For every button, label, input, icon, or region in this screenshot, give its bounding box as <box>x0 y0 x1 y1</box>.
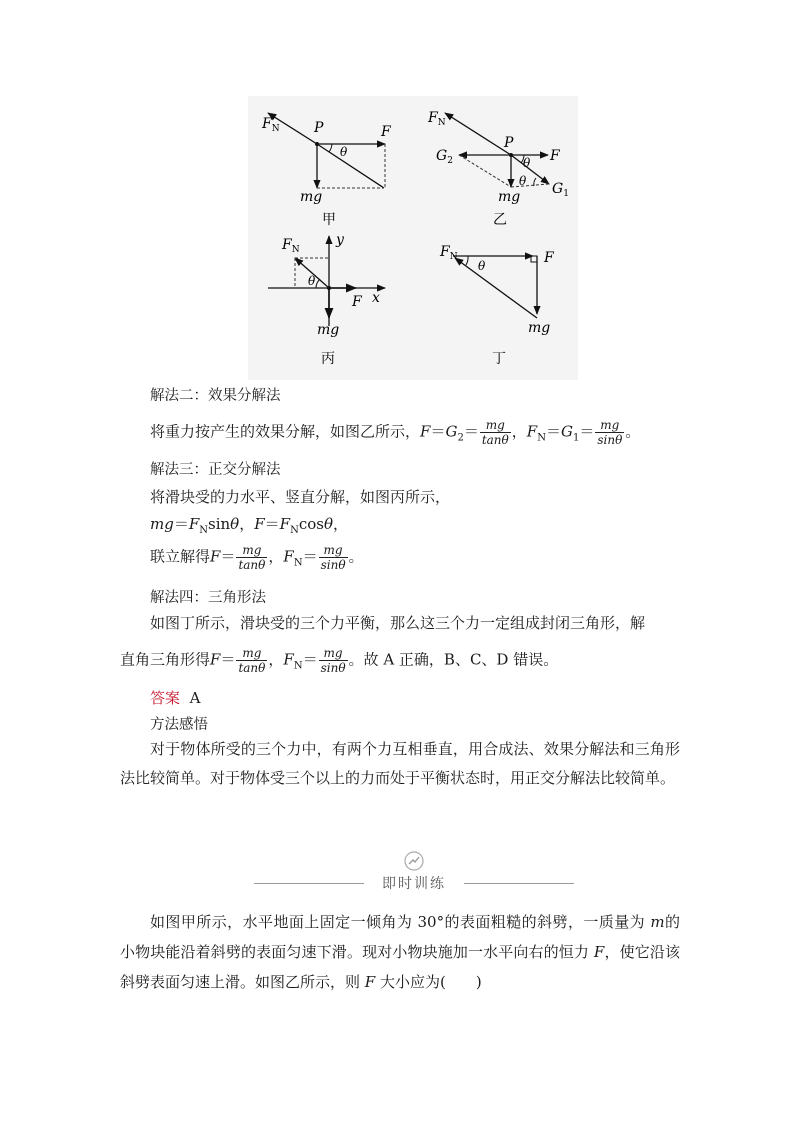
jia-point-p <box>315 142 319 146</box>
jia-fn-label: $F_N$ <box>262 116 280 134</box>
answer-line <box>150 687 200 709</box>
yi-g2-label: $G_2$ <box>436 148 453 166</box>
section-divider <box>254 860 574 900</box>
insight-text: 对于物体所受的三个力中，有两个力互相垂直，用合成法、效果分解法和三角形法比较简单。对于物体受三个以上的力而处于平衡状态时，用正交分解法比较简单。 <box>120 740 680 787</box>
training-logo-icon <box>404 851 424 871</box>
method4-solution: 直角三角形得F＝ $\frac{mg}{\tan\theta}$ ，$F_N=$ $\frac{mg}{\sin\theta}$ 。故 A 正确，B、C、D 错误。 <box>120 646 559 675</box>
yi-angle-arc-2 <box>534 178 536 186</box>
ding-f-label: F <box>544 250 554 266</box>
bing-angle-arc <box>316 279 320 288</box>
jia-mg-label: mg <box>300 189 323 205</box>
yi-point-p <box>509 153 513 157</box>
fraction-mg-tan: $\frac{mg}{\tan\theta}$ <box>481 418 509 447</box>
method2-text: 将重力按产生的效果分解，如图乙所示， <box>150 422 421 441</box>
method4-heading: 解法四：三角形法 <box>150 590 266 606</box>
method4-text: 如图丁所示，滑块受的三个力平衡，那么这三个力一定组成封闭三角形，解 <box>150 614 646 632</box>
bing-f-label: F <box>352 294 362 310</box>
bing-x-label: x <box>372 290 380 306</box>
fraction-mg-sin: $\frac{mg}{\sin\theta}$ <box>320 646 346 675</box>
method2-equation-line: 将重力按产生的效果分解，如图乙所示，$F=G_2=$ $\frac{mg}{\tan\theta}$ ，$F_N=G_1=$ $\frac{mg}{\sin\theta}$ 。 <box>150 418 641 447</box>
fraction-mg-sin: $\frac{mg}{\sin\theta}$ <box>597 418 623 447</box>
method3-heading: 解法三：正交分解法 <box>150 462 281 478</box>
ding-angle-arc <box>466 256 468 265</box>
yi-p-label: P <box>504 135 514 151</box>
jia-angle-arc <box>329 144 332 152</box>
yi-dash-2 <box>511 184 549 187</box>
answer-label: 答案 <box>150 689 181 707</box>
yi-fn-label: $F_N$ <box>428 110 446 128</box>
yi-mg-label: mg <box>498 189 521 205</box>
bing-origin <box>327 286 331 290</box>
bing-theta-label: θ <box>308 274 316 288</box>
method3-text: 将滑块受的力水平、竖直分解，如图丙所示， <box>150 488 451 506</box>
diagram-bing <box>268 232 385 367</box>
divider-title: 即时训练 <box>382 876 446 892</box>
divider-line-left <box>254 883 364 884</box>
ding-right-angle <box>531 256 537 262</box>
method3-equations: $mg=F_N\sin\theta$，$F=F_N\cos\theta$， <box>150 515 349 536</box>
yi-f-label: F <box>550 148 560 164</box>
jia-theta-label: θ <box>340 145 348 159</box>
insight-heading: 方法感悟 <box>150 717 208 733</box>
bing-y-label: y <box>336 232 344 248</box>
jia-f-label: F <box>381 124 391 140</box>
bing-fn-label: $F_N$ <box>282 237 300 255</box>
fraction-mg-tan: $\frac{mg}{\tan\theta}$ <box>238 543 266 572</box>
jia-p-label: P <box>314 120 324 136</box>
answer-value: A <box>189 689 201 707</box>
fraction-mg-sin: $\frac{mg}{\sin\theta}$ <box>320 543 346 572</box>
diagram-yi <box>427 110 569 228</box>
exercise-text: 如图甲所示，水平地面上固定一倾角为 30°的表面粗糙的斜劈，一质量为 m的小物块能沿着斜劈的表面匀速下滑。现对小物块施加一水平向右的恒力 F，使它沿该斜劈表面匀速上滑。如图乙所示，则 F 大小应为( ) <box>120 913 680 991</box>
yi-fn-arrow <box>445 113 511 155</box>
method2-heading: 解法二：效果分解法 <box>150 388 281 404</box>
yi-theta-2: θ <box>519 174 527 188</box>
bing-caption: 丙 <box>321 351 335 367</box>
ding-caption: 丁 <box>492 351 506 367</box>
ding-mg-arrow <box>455 258 537 318</box>
yi-dash-1 <box>459 155 511 187</box>
method3-solution: 联立解得F＝ $\frac{mg}{\tan\theta}$ ，$F_N=$ $\frac{mg}{\sin\theta}$ 。 <box>150 543 364 572</box>
ding-fn-label: $F_N$ <box>440 244 458 262</box>
yi-g1-label: $G_1$ <box>552 181 569 199</box>
diagram-ding <box>439 244 555 367</box>
force-diagrams-figure <box>248 96 578 380</box>
jia-diagonal <box>317 144 384 188</box>
yi-theta-1: θ <box>523 156 531 170</box>
ding-mg-label: mg <box>528 320 551 336</box>
divider-line-right <box>464 883 574 884</box>
bing-mg-label: mg <box>317 322 340 338</box>
fraction-mg-tan: $\frac{mg}{\tan\theta}$ <box>238 646 266 675</box>
jia-caption: 甲 <box>322 212 336 228</box>
ding-theta-label: θ <box>478 259 486 273</box>
yi-caption: 乙 <box>493 212 507 228</box>
diagram-jia <box>261 113 392 228</box>
